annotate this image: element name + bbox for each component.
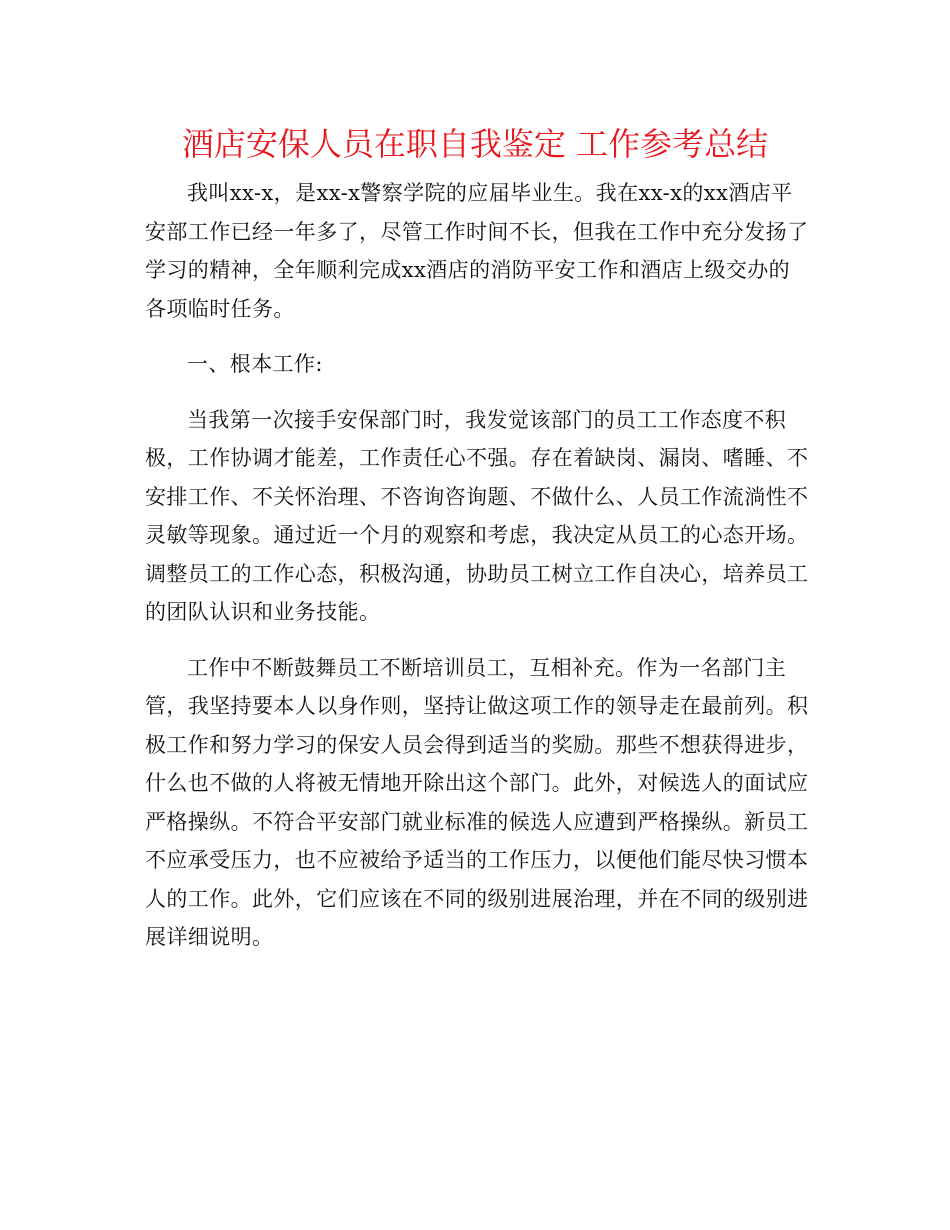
paragraph-department-takeover: 当我第一次接手安保部门时，我发觉该部门的员工工作态度不积极，工作协调才能差，工作责任心不强。存在着缺岗、漏岗、嗜睡、不安排工作、不关怀治理、不咨询咨询题、不做什么、人员工作流淌性不灵敏等现象。通过近一个月的观察和考虑，我决定从员工的心态开场。调整员工的工作心态，积极沟通，协助员工树立工作自决心，培养员工的团队认识和业务技能。 [145,407,809,624]
paragraph-intro: 我叫xx-x，是xx-x警察学院的应届毕业生。我在xx-x的xx酒店平安部工作已经一年多了，尽管工作时间不长，但我在工作中充分发扬了学习的精神，全年顺利完成xx酒店的消防平安工作和酒店上级交办的各项临时任务。 [145,181,809,321]
document-body [145,174,810,957]
paragraph-training: 工作中不断鼓舞员工不断培训员工，互相补充。作为一名部门主管，我坚持要本人以身作则，坚持让做这项工作的领导走在最前列。积极工作和努力学习的保安人员会得到适当的奖励。那些不想获得进步，什么也不做的人将被无情地开除出这个部门。此外，对候选人的面试应严格操纵。不符合平安部门就业标准的候选人应遭到严格操纵。新员工不应承受压力，也不应被给予适当的工作压力，以便他们能尽快习惯本人的工作。此外，它们应该在不同的级别进展治理，并在不同的级别进展详细说明。 [145,655,809,949]
document-title: 酒店安保人员在职自我鉴定 工作参考总结 [181,125,769,163]
section-heading: 一、根本工作: [187,352,323,376]
